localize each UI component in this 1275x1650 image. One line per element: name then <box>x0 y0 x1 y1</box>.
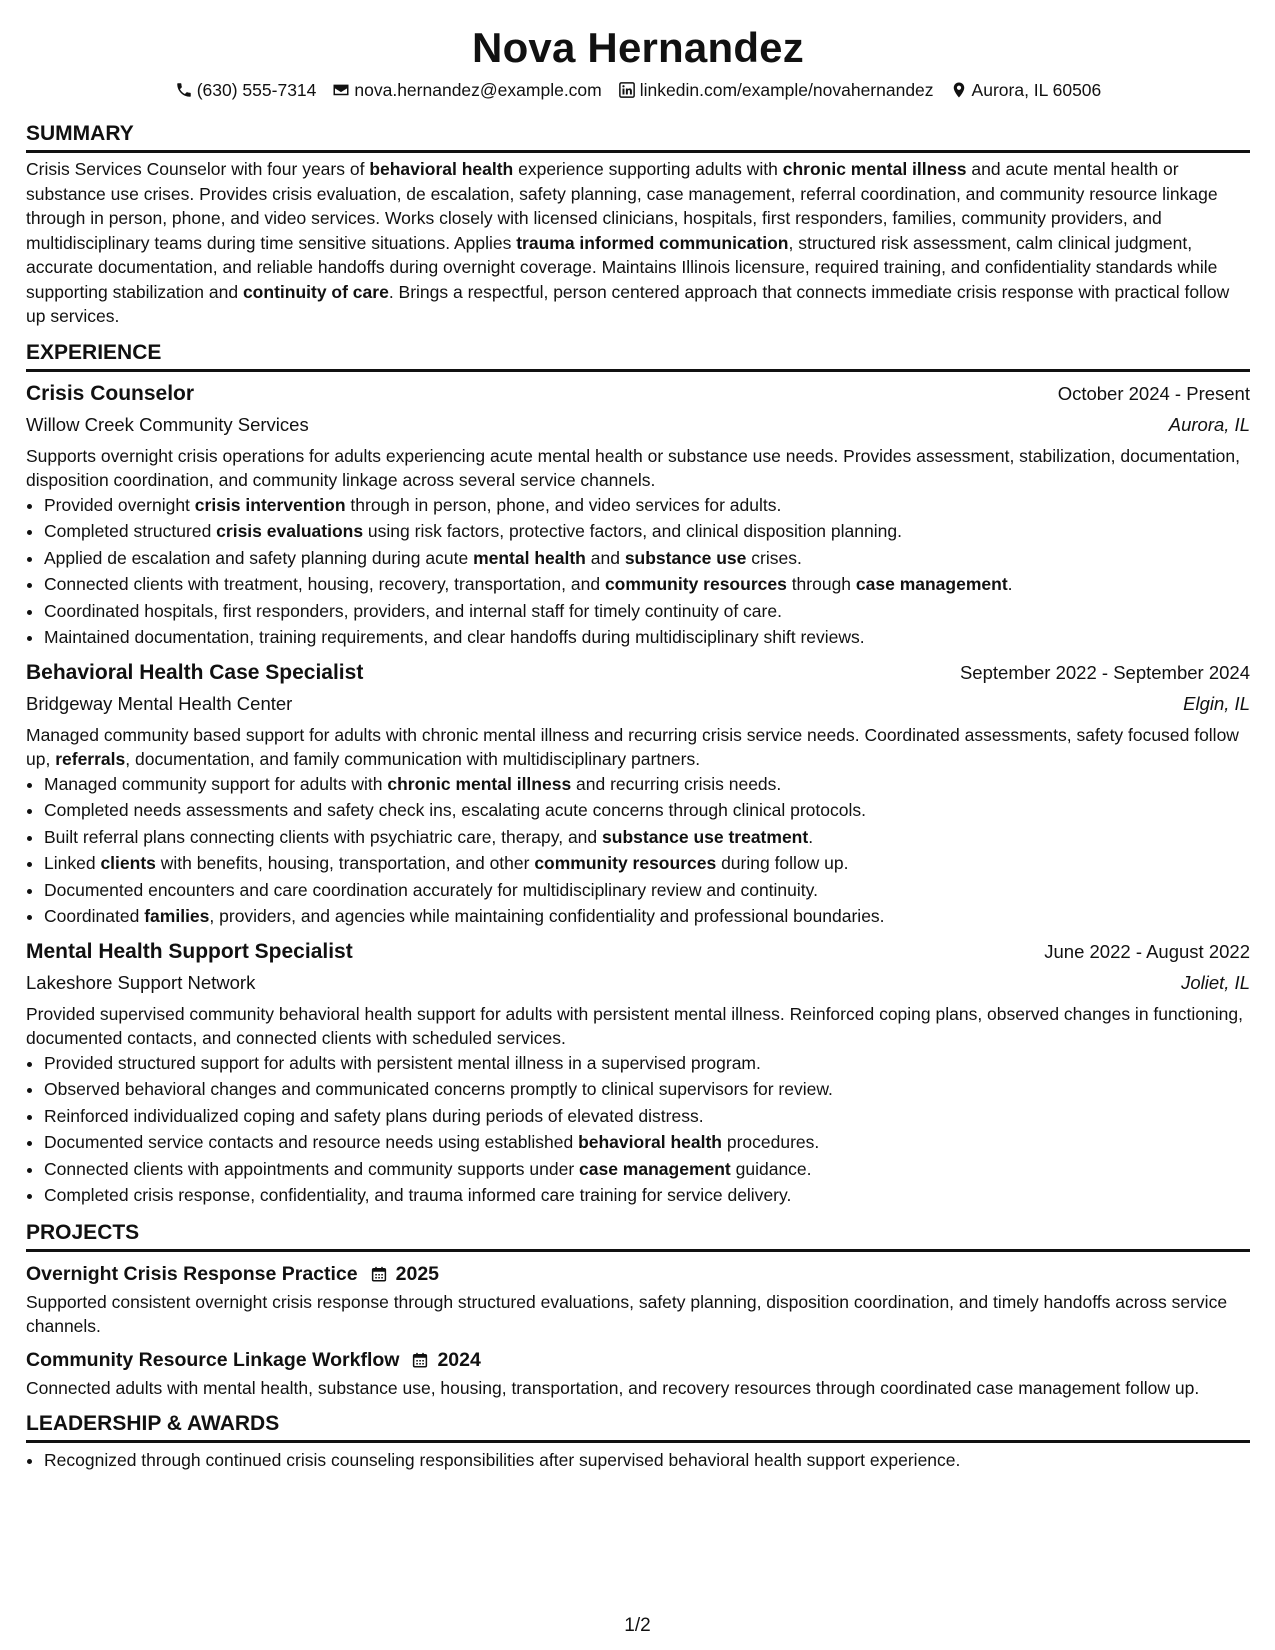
project-name: Overnight Crisis Response Practice <box>26 1262 358 1285</box>
emphasis-text: behavioral health <box>369 159 514 179</box>
bullet-item <box>44 1182 1250 1209</box>
text-run: Applied de escalation and safety planning during acute <box>44 547 474 568</box>
job-bullets <box>26 1050 1250 1209</box>
text-run: and <box>585 547 625 568</box>
text-run: . <box>1007 574 1013 594</box>
project-year: 2024 <box>437 1348 481 1371</box>
job-title: Behavioral Health Case Specialist <box>26 660 364 684</box>
text-run: through in person, phone, and video services for adults. <box>345 494 782 515</box>
text-run: Provided structured support for adults with persistent mental illness in a supervised program. <box>44 1052 761 1073</box>
emphasis-text: referrals <box>55 748 126 769</box>
calendar-icon <box>411 1351 429 1369</box>
text-run: and acute mental health or substance use crises. Provides crisis evaluation, de escalation, safety planning, case management, referral coordination, and community resource linkage through in person, phone, and video services. Works closely with licensed clinicians, hospitals, first responders, families, community providers, and multidisciplinary teams during time sensitive situations. Applies <box>26 159 1218 253</box>
job-bullets <box>26 492 1250 651</box>
phone-icon <box>175 81 193 99</box>
text-run: Observed behavioral changes and communicated concerns promptly to clinical supervisors for review. <box>44 1079 833 1099</box>
text-run: . <box>808 826 814 847</box>
bullet-item <box>44 571 1250 598</box>
linkedin-icon <box>618 81 636 99</box>
job-title: Mental Health Support Specialist <box>26 939 353 963</box>
projects-heading: PROJECTS <box>26 1219 1250 1252</box>
summary-text <box>26 157 1250 329</box>
project-date <box>370 1260 439 1288</box>
location-text: Aurora, IL 60506 <box>971 80 1102 100</box>
text-run: , structured risk assessment, calm clinical judgment, accurate documentation, and reliable handoffs during overnight coverage. Maintains Illinois licensure, required training, and confidentiality standards while supporting stabilization and <box>26 232 1218 302</box>
leadership-section <box>26 1410 1250 1474</box>
bullet-item <box>44 1103 1250 1130</box>
bullet-item <box>44 771 1250 798</box>
project-entry <box>26 1346 1250 1400</box>
page-number: 1/2 <box>624 1615 651 1636</box>
bullet-item <box>44 1129 1250 1156</box>
emphasis-text: trauma informed communication <box>516 232 789 253</box>
text-run: , providers, and agencies while maintaining confidentiality and professional boundaries. <box>209 906 885 926</box>
job-company: Lakeshore Support Network <box>26 971 256 993</box>
project-year: 2025 <box>395 1262 440 1285</box>
text-run: . Brings a respectful, person centered approach that connects immediate crisis response with practical follow up services. <box>26 281 1230 326</box>
bullet-item <box>44 824 1250 851</box>
text-run: Coordinated <box>44 906 145 926</box>
text-run: Documented service contacts and resource needs using established <box>44 1132 579 1152</box>
bullet-item <box>44 877 1250 904</box>
project-entry <box>26 1260 1250 1338</box>
job-title: Crisis Counselor <box>26 381 195 405</box>
emphasis-text: clients <box>100 853 156 873</box>
project-date <box>411 1346 480 1374</box>
emphasis-text: continuity of care <box>242 281 389 302</box>
text-run: experience supporting adults with <box>513 159 783 179</box>
job-bullets <box>26 771 1250 930</box>
phone-text: (630) 555-7314 <box>196 80 317 100</box>
experience-heading: EXPERIENCE <box>26 339 1250 372</box>
leadership-item: • Recognized through continued crisis counseling responsibilities after supervised behavioral health support experience. <box>44 1447 1250 1474</box>
bullet-item <box>44 850 1250 877</box>
summary-section <box>26 120 1250 329</box>
contact-email[interactable] <box>332 78 601 102</box>
bullet-item <box>44 624 1250 651</box>
job-description: Supports overnight crisis operations for adults experiencing acute mental health or substance use needs. Provides assessment, stabilization, documentation, disposition coordination, and community linkage across several service channels. <box>26 445 1241 490</box>
job-dates: October 2024 - Present <box>1057 382 1250 404</box>
linkedin-link[interactable]: linkedin.com/example/novahernandez <box>639 80 934 100</box>
envelope-icon <box>332 81 350 99</box>
text-run: with benefits, housing, transportation, and other <box>155 853 535 873</box>
emphasis-text: chronic mental illness <box>387 773 572 794</box>
job-dates: September 2022 - September 2024 <box>959 661 1250 683</box>
job-entry <box>26 378 1250 651</box>
contact-phone <box>175 78 317 102</box>
text-run: during follow up. <box>716 853 849 873</box>
job-company: Willow Creek Community Services <box>26 413 309 435</box>
contact-bar <box>26 78 1250 102</box>
text-run: using risk factors, protective factors, and clinical disposition planning. <box>363 521 902 541</box>
emphasis-text: mental health <box>473 547 586 568</box>
bullet-item <box>44 903 1250 930</box>
text-run: Crisis Services Counselor with four years of <box>26 159 370 179</box>
text-run: procedures. <box>722 1132 820 1152</box>
bullet-item <box>44 598 1250 625</box>
text-run: Completed needs assessments and safety check ins, escalating acute concerns through clinical protocols. <box>44 800 866 820</box>
text-run: guidance. <box>730 1158 812 1179</box>
bullet-item <box>44 545 1250 572</box>
job-location: Aurora, IL <box>1168 413 1250 435</box>
emphasis-text: case management <box>579 1158 731 1179</box>
experience-section <box>26 339 1250 1209</box>
projects-section <box>26 1219 1250 1400</box>
emphasis-text: crisis evaluations <box>216 521 364 541</box>
text-run: Connected clients with treatment, housing, recovery, transportation, and <box>44 574 605 594</box>
bullet-item <box>44 1156 1250 1183</box>
job-description: Provided supervised community behavioral health support for adults with persistent mental illness. Reinforced coping plans, observed changes in functioning, documented contacts, and connected clients with scheduled services. <box>26 1003 1243 1048</box>
leadership-bullets <box>26 1447 1250 1474</box>
text-run: Linked <box>44 853 101 873</box>
emphasis-text: crisis intervention <box>194 494 346 515</box>
project-name: Community Resource Linkage Workflow <box>26 1348 400 1371</box>
text-run: Managed community based support for adults with chronic mental illness and recurring crisis service needs. Coordinated assessments, safety focused follow up, <box>26 724 1239 769</box>
project-description: Supported consistent overnight crisis response through structured evaluations, safety planning, disposition coordination, and timely handoffs across service channels. <box>26 1291 1228 1336</box>
contact-linkedin[interactable] <box>618 78 934 102</box>
job-location: Elgin, IL <box>1183 692 1250 714</box>
text-run: Connected clients with appointments and community supports under <box>44 1158 580 1179</box>
bullet-item <box>44 492 1250 519</box>
summary-heading: SUMMARY <box>26 120 1250 153</box>
job-entry <box>26 936 1250 1209</box>
bullet-item <box>44 518 1250 545</box>
text-run: Provided overnight <box>44 494 195 515</box>
emphasis-text: behavioral health <box>578 1132 722 1152</box>
project-description: Connected adults with mental health, substance use, housing, transportation, and recovery resources through coordinated case management follow up. <box>26 1377 1200 1398</box>
text-run: Reinforced individualized coping and safety plans during periods of elevated distress. <box>44 1105 704 1126</box>
resume-page <box>26 22 1250 1473</box>
job-entry <box>26 657 1250 930</box>
text-run: crises. <box>746 547 802 568</box>
text-run: Documented encounters and care coordination accurately for multidisciplinary review and continuity. <box>44 879 818 900</box>
job-company: Bridgeway Mental Health Center <box>26 692 293 714</box>
calendar-icon <box>370 1265 388 1283</box>
emphasis-text: substance use <box>624 547 747 568</box>
emphasis-text: chronic mental illness <box>782 159 967 179</box>
map-marker-icon <box>950 81 968 99</box>
text-run: , documentation, and family communication with multidisciplinary partners. <box>125 748 701 769</box>
emphasis-text: case management <box>855 574 1008 594</box>
bullet-item <box>44 797 1250 824</box>
job-description <box>26 723 1250 771</box>
candidate-name: Nova Hernandez <box>472 24 804 71</box>
text-run: Built referral plans connecting clients with psychiatric care, therapy, and <box>44 826 603 847</box>
text-run: Maintained documentation, training requirements, and clear handoffs during multidisciplinary shift reviews. <box>44 627 865 647</box>
text-run: Completed crisis response, confidentiality, and trauma informed care training for service delivery. <box>44 1185 792 1205</box>
text-run: and recurring crisis needs. <box>571 773 782 794</box>
emphasis-text: community resources <box>534 853 717 873</box>
email-link[interactable]: nova.hernandez@example.com <box>354 80 602 100</box>
bullet-item <box>44 1076 1250 1103</box>
emphasis-text: community resources <box>604 574 787 594</box>
text-run: through <box>786 574 856 594</box>
job-dates: June 2022 - August 2022 <box>1044 940 1250 962</box>
job-location: Joliet, IL <box>1181 971 1250 993</box>
leadership-heading: LEADERSHIP & AWARDS <box>26 1410 1250 1443</box>
bullet-item <box>44 1050 1250 1077</box>
text-run: Managed community support for adults with <box>44 773 388 794</box>
contact-location <box>950 78 1102 102</box>
emphasis-text: substance use treatment <box>602 826 809 847</box>
text-run: Completed structured <box>44 521 217 541</box>
text-run: Coordinated hospitals, first responders, providers, and internal staff for timely continuity of care. <box>44 600 782 621</box>
emphasis-text: families <box>144 906 210 926</box>
